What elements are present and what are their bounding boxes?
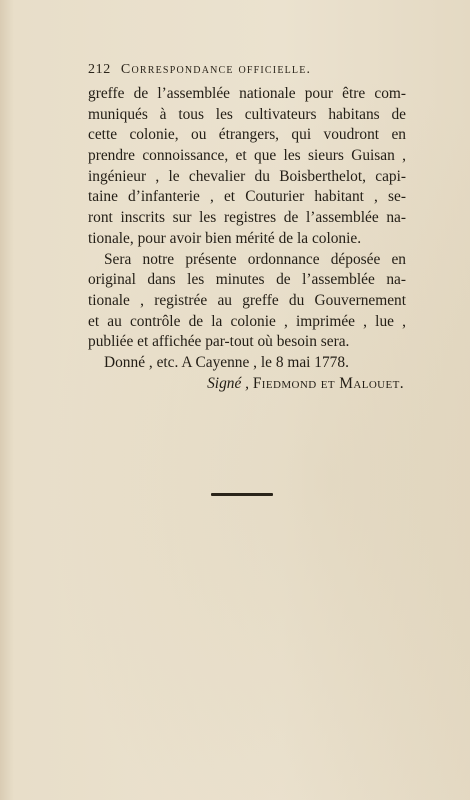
text-line: tionale , registrée au greffe du Gouvernement — [88, 291, 406, 309]
paragraph-2 — [88, 250, 406, 353]
text-line: Sera notre présente ordonnance déposée en — [104, 250, 406, 268]
text-line: prendre connoissance, et que les sieurs Guisan , — [88, 147, 406, 165]
show-through-text — [150, 380, 440, 640]
text-line: cette colonie, ou étrangers, qui voudront en — [88, 126, 406, 144]
text-line: ingénieur , le chevalier du Boisberthelot, capi- — [88, 167, 406, 185]
signe-label: Signé , — [207, 374, 249, 392]
paragraph-1 — [88, 84, 406, 250]
text-line: ront inscrits sur les registres de l’assemblée na- — [88, 209, 406, 227]
running-header — [88, 62, 408, 78]
text-line: original dans les minutes de l’assemblée na- — [88, 271, 406, 289]
signatory-names: Fiedmond et Malouet. — [252, 374, 404, 392]
text-line: tionale, pour avoir bien mérité de la colonie. — [88, 229, 362, 247]
page-body — [88, 84, 406, 394]
page-number: 212 — [88, 62, 111, 77]
text-line: et au contrôle de la colonie , imprimée , lue , — [88, 312, 406, 330]
text-line: taine d’infanterie , et Couturier habitant , se- — [88, 188, 406, 206]
section-divider-rule — [211, 493, 273, 496]
dateline: Donné , etc. A Cayenne , le 8 mai 1778. — [104, 353, 349, 371]
running-title: Correspondance officielle. — [120, 62, 312, 77]
text-line: muniqués à tous les cultivateurs habitans de — [88, 105, 406, 123]
text-line: publiée et affichée par-tout où besoin sera. — [88, 333, 350, 351]
text-line: greffe de l’assemblée nationale pour être com- — [88, 85, 406, 102]
signature-line — [88, 374, 406, 395]
